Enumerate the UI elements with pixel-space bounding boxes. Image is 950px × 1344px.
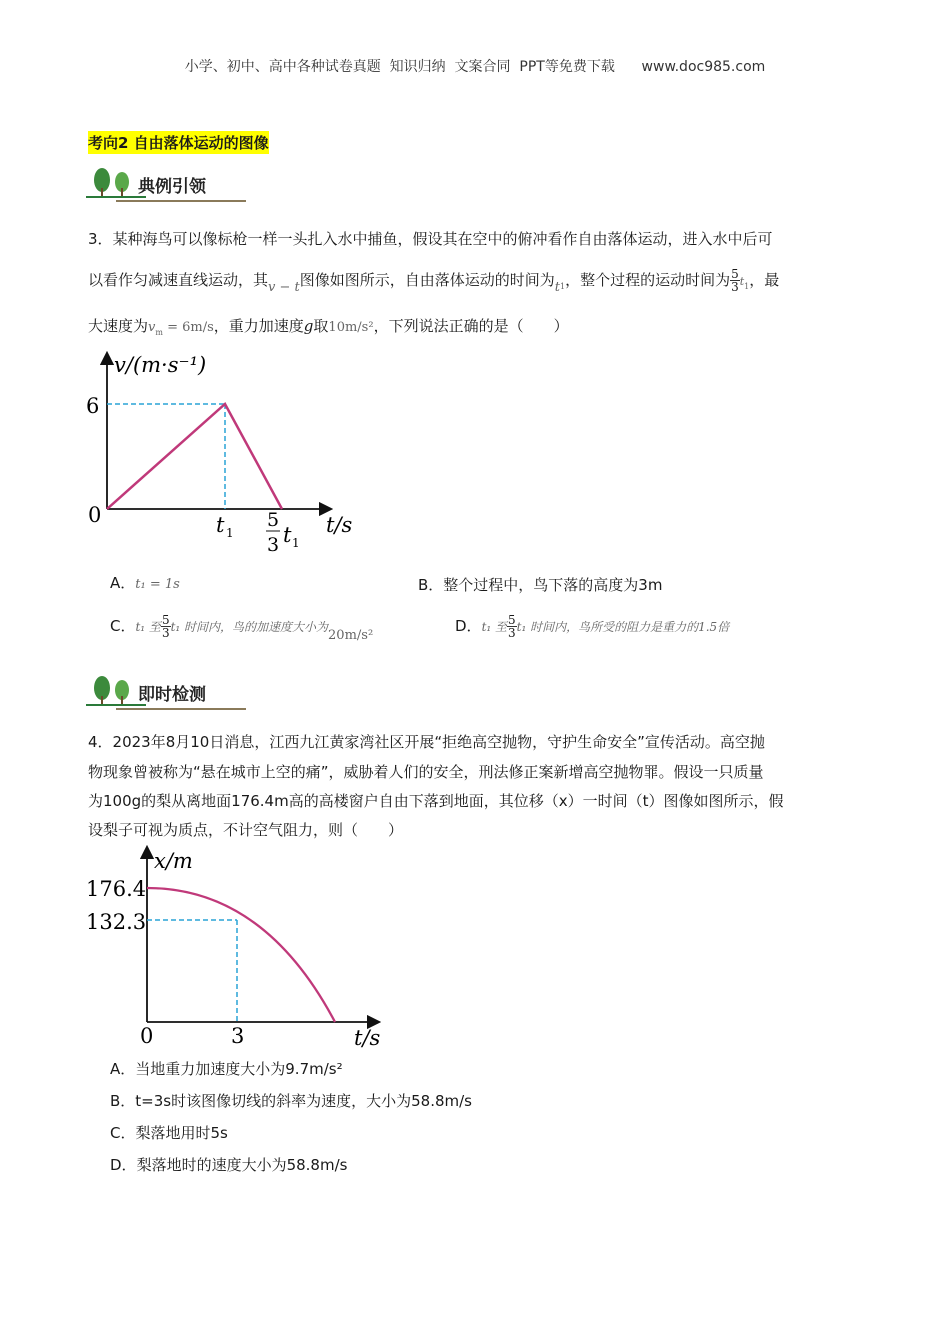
q3-line3: 大速度为$v_m = 6m/s$，重力加速度g取10m/s²，下列说法正确的是（ ） <box>88 317 569 337</box>
tick-t1: t <box>216 513 225 537</box>
origin-label: 0 <box>88 503 102 527</box>
banner-title: 即时检测 <box>138 685 206 705</box>
y-axis-label: x/m <box>154 849 193 873</box>
q4-option-c[interactable]: C．梨落地用时5s <box>110 1124 228 1142</box>
tree-icon <box>90 674 140 708</box>
tick-53t1-sub: 1 <box>292 536 300 550</box>
vt-line <box>107 404 282 509</box>
fraction-5-3: $\frac{5}{3}$ <box>161 613 170 640</box>
banner-example <box>86 166 246 206</box>
q3-option-b[interactable]: B．整个过程中，鸟下落的高度为3m <box>418 576 663 594</box>
q4-option-d[interactable]: D．梨落地时的速度大小为58.8m/s <box>110 1156 348 1174</box>
tree-icon <box>90 166 140 200</box>
xt-graph <box>84 842 394 1052</box>
q4-option-a[interactable]: A．当地重力加速度大小为9.7m/s² <box>110 1060 343 1078</box>
page-header: 小学、初中、高中各种试卷真题 知识归纳 文案合同 PPT等免费下载 www.doc985.com <box>184 59 766 75</box>
y-axis-label: v/(m·s⁻¹) <box>114 353 207 377</box>
q4-option-b[interactable]: B．t=3s时该图像切线的斜率为速度，大小为58.8m/s <box>110 1092 472 1110</box>
x-axis-label: t/s <box>354 1026 381 1050</box>
tick-6: 6 <box>86 394 100 418</box>
banner-title: 典例引领 <box>138 177 206 197</box>
topic-heading: 考向2 自由落体运动的图像 <box>88 131 269 154</box>
q4-line2: 物现象曾被称为“悬在城市上空的痛”，威胁着人们的安全，刑法修正案新增高空抛物罪。假设一只质量 <box>88 763 764 781</box>
fraction-5-3: $\frac{5}{3}$ <box>508 613 516 640</box>
q3-line1: 3．某种海鸟可以像标枪一样一头扎入水中捕鱼，假设其在空中的俯冲看作自由落体运动，进入水中后可 <box>88 230 773 248</box>
tick-3: 3 <box>231 1024 245 1048</box>
fraction-5-3: $\frac{5}{3}$ <box>731 267 739 294</box>
tick-t1-sub: 1 <box>226 526 234 540</box>
q3-option-c[interactable]: C．t₁ 至 $\frac{5}{3}$ t₁ 时间内，鸟的加速度大小为20m/s² <box>110 613 374 643</box>
x-axis-label: t/s <box>326 513 353 537</box>
tick-frac-num: 5 <box>267 509 280 531</box>
q4-line3: 为100g的梨从离地面176.4m高的高楼窗户自由下落到地面，其位移（x）一时间（t）图像如图所示，假 <box>88 792 784 810</box>
banner-check <box>86 674 246 714</box>
tick-53t1: t <box>283 523 292 547</box>
q4-line1: 4．2023年8月10日消息，江西九江黄家湾社区开展“拒绝高空抛物，守护生命安全”宣传活动。高空抛 <box>88 733 765 751</box>
q3-option-a[interactable]: A．t₁ = 1s <box>110 574 180 592</box>
tick-frac-den: 3 <box>267 534 280 556</box>
tick-132: 132.3 <box>86 910 147 934</box>
q3-line2: 以看作匀减速直线运动，其v − t图像如图所示，自由落体运动的时间为$t_1$，整个过程的运动时间为 $\frac{5}{3}$ $t_1$，最 <box>88 267 780 295</box>
q4-line4: 设梨子可视为质点，不计空气阻力，则（ ） <box>88 821 404 839</box>
origin-label: 0 <box>140 1024 154 1048</box>
xt-curve <box>147 888 335 1022</box>
tick-176: 176.4 <box>86 877 147 901</box>
vt-graph <box>86 348 366 563</box>
q3-option-d[interactable]: D．t₁ 至 $\frac{5}{3}$ t₁ 时间内，鸟所受的阻力是重力的1.5倍 <box>455 613 730 640</box>
